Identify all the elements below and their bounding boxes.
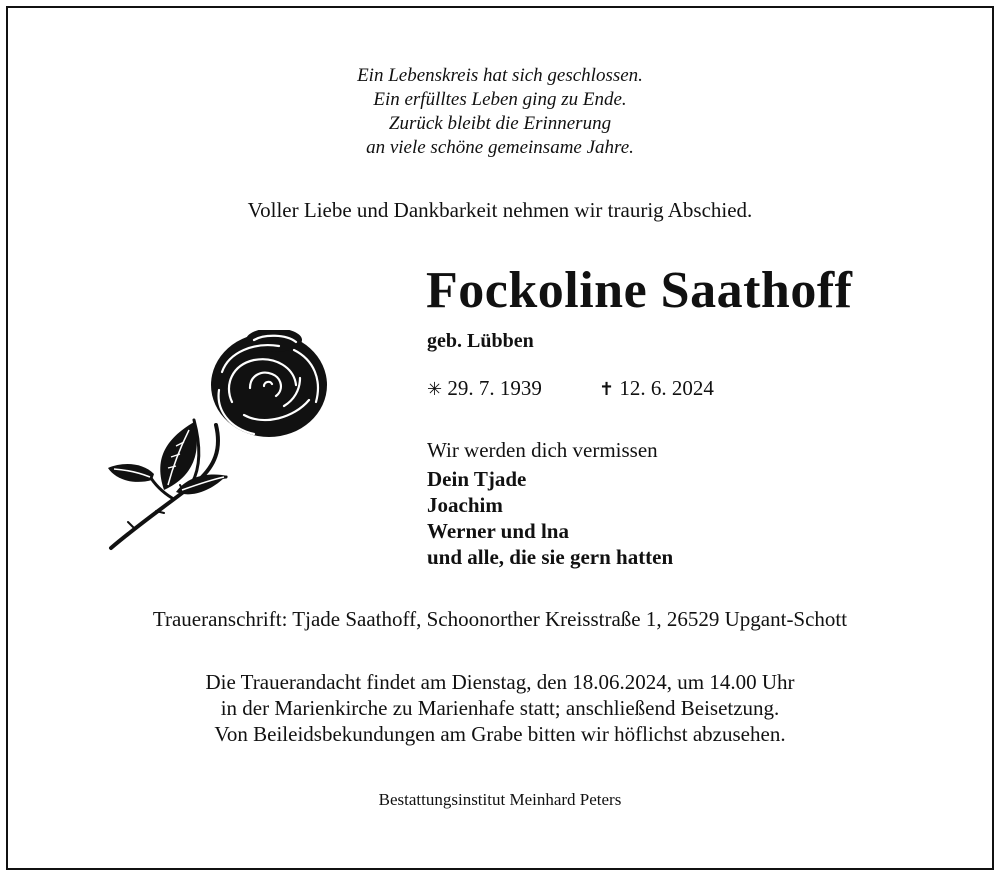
poem [0,64,1000,160]
mourner: Dein Tjade [427,467,527,491]
death-cross-icon: ✝ [599,379,615,400]
service-line: Die Trauerandacht findet am Dienstag, den 18.06.2024, um 14.00 Uhr [205,670,795,694]
deceased-name: Fockoline Saathoff [426,262,853,319]
birth-date: 29. 7. 1939 [447,376,542,400]
poem-line: Zurück bleibt die Erinnerung [388,113,612,134]
mourning-address: Traueranschrift: Tjade Saathoff, Schoonorther Kreisstraße 1, 26529 Upgant-Schott [152,607,848,631]
poem-line: Ein Lebenskreis hat sich geschlossen. [357,65,643,86]
death-date: 12. 6. 2024 [619,376,714,400]
service-line: in der Marienkirche zu Marienhafe statt; anschließend Beisetzung. [220,696,780,720]
mourner: Werner und lna [427,519,569,543]
mourner: und alle, die sie gern hatten [427,545,674,569]
poem-line: an viele schöne gemeinsame Jahre. [366,137,634,158]
mourner: Joachim [427,493,503,517]
birth-date-group [427,374,599,404]
mourners-list [427,466,673,570]
death-date-group [599,376,714,400]
farewell-text: Voller Liebe und Dankbarkeit nehmen wir traurig Abschied. [247,198,753,222]
life-dates [427,374,714,404]
maiden-name: geb. Lübben [427,330,534,352]
service-line: Von Beileidsbekundungen am Grabe bitten wir höflichst abzusehen. [214,722,786,746]
poem-line: Ein erfülltes Leben ging zu Ende. [373,89,627,110]
undertaker-name: Bestattungsinstitut Meinhard Peters [378,790,622,809]
rose-icon [104,330,334,555]
birth-star-icon: ✳ [427,379,443,400]
service-info [0,669,1000,747]
miss-text: Wir werden dich vermissen [427,438,658,462]
